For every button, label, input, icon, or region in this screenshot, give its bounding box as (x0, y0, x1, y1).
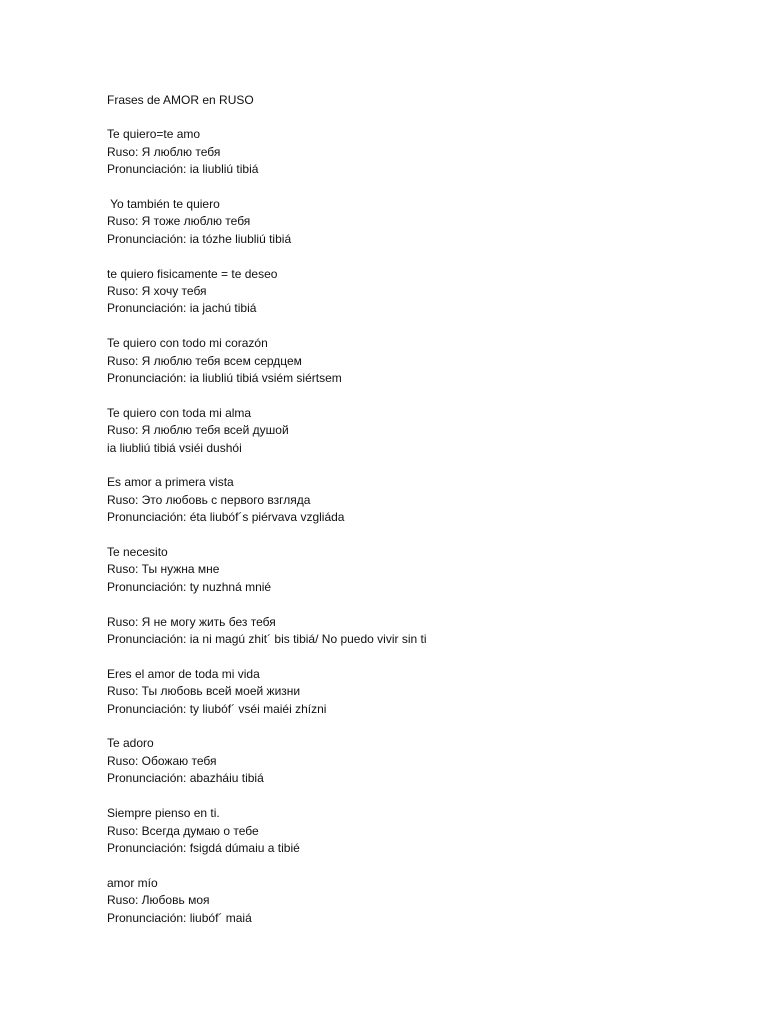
phrase-spanish: te quiero fisicamente = te deseo (107, 266, 278, 281)
phrase-russian: Ruso: Я люблю тебя всем сердцем (107, 353, 302, 368)
phrase-russian: Ruso: Ты любовь всей моей жизни (107, 684, 301, 699)
phrase-spanish: Es amor a primera vista (107, 475, 234, 490)
phrase-entry (107, 735, 747, 787)
phrase-pronunciation: Pronunciación: ty nuzhná mnié (107, 579, 272, 594)
phrase-entry (107, 474, 747, 526)
phrase-pronunciation: Pronunciación: ia tózhe liubliú tibiá (107, 231, 292, 246)
phrase-pronunciation: Pronunciación: ia ni magú zhit´ bis tibiá/ No puedo vivir sin ti (107, 632, 427, 647)
document-page (107, 92, 747, 944)
phrase-russian: Ruso: Обожаю тебя (107, 753, 217, 768)
phrase-russian: Ruso: Я люблю тебя всей душой (107, 423, 289, 438)
phrase-russian: Ruso: Всегда думаю о тебе (107, 823, 259, 838)
phrase-pronunciation: Pronunciación: éta liubóf´s piérvava vzgliáda (107, 510, 345, 525)
phrase-entry (107, 196, 747, 248)
phrase-entry (107, 875, 747, 927)
phrase-spanish: Te necesito (107, 545, 168, 560)
phrase-spanish: Te quiero=te amo (107, 127, 201, 142)
phrase-pronunciation: Pronunciación: ia liubliú tibiá (107, 162, 259, 177)
phrase-entry (107, 666, 747, 718)
phrase-pronunciation: Pronunciación: ia liubliú tibiá vsiém siértsem (107, 371, 342, 386)
phrase-pronunciation: Pronunciación: ia jachú tibiá (107, 301, 257, 316)
phrase-entry (107, 335, 747, 387)
phrase-spanish: Te quiero con todo mi corazón (107, 336, 268, 351)
phrase-pronunciation: Pronunciación: liubóf´ maiá (107, 910, 252, 925)
phrase-pronunciation: Pronunciación: ty liubóf´ vséi maiéi zhízni (107, 701, 327, 716)
phrase-spanish: Te adoro (107, 736, 154, 751)
phrase-russian: Ruso: Любовь моя (107, 893, 210, 908)
phrase-spanish: Siempre pienso en ti. (107, 806, 220, 821)
phrase-entry (107, 266, 747, 318)
phrase-pronunciation: Pronunciación: fsigdá dúmaiu a tibié (107, 840, 300, 855)
phrase-pronunciation: ia liubliú tibiá vsiéi dushói (107, 440, 242, 455)
phrase-spanish: Eres el amor de toda mi vida (107, 666, 260, 681)
phrase-russian: Ruso: Я тоже люблю тебя (107, 214, 251, 229)
document-title: Frases de AMOR en RUSO (107, 93, 254, 107)
phrase-entry (107, 805, 747, 857)
phrase-spanish: Yo también te quiero (107, 197, 220, 212)
phrase-entry (107, 614, 747, 649)
phrase-entry (107, 126, 747, 178)
phrase-pronunciation: Pronunciación: abazháiu tibiá (107, 771, 264, 786)
phrase-russian: Ruso: Я не могу жить без тебя (107, 614, 276, 629)
phrase-russian: Ruso: Я люблю тебя (107, 144, 221, 159)
phrase-entry (107, 544, 747, 596)
phrase-entry (107, 405, 747, 457)
phrase-spanish: amor mío (107, 875, 158, 890)
phrase-russian: Ruso: Это любовь с первого взгляда (107, 492, 311, 507)
phrase-russian: Ruso: Я хочу тебя (107, 284, 207, 299)
phrase-spanish: Te quiero con toda mi alma (107, 405, 252, 420)
phrase-russian: Ruso: Ты нужна мне (107, 562, 220, 577)
